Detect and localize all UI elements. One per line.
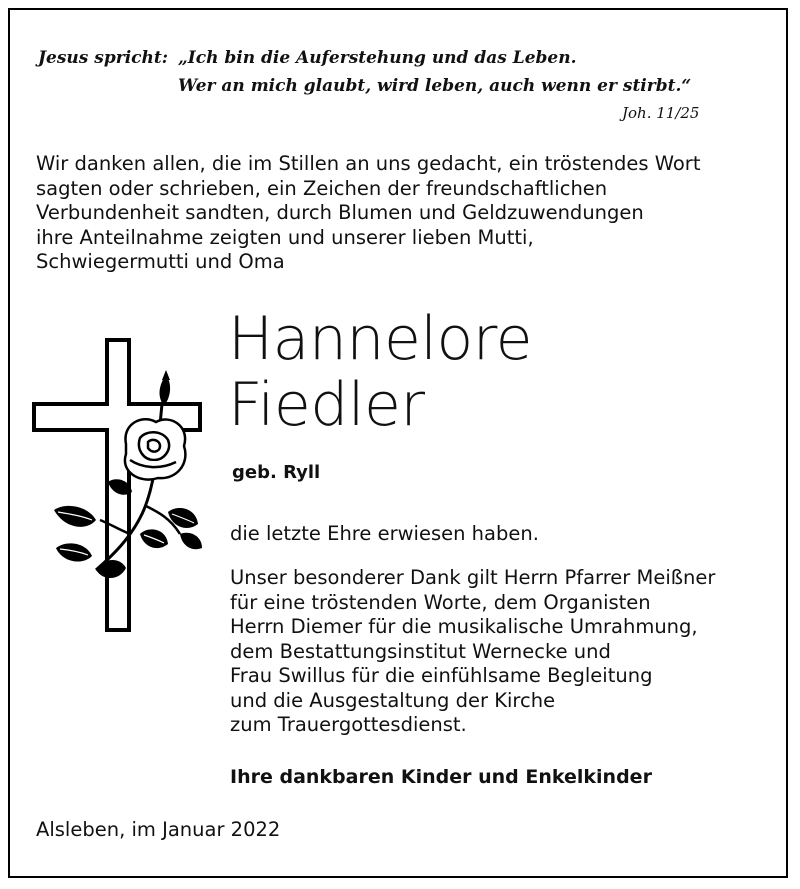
- thanks-line: Verbundenheit sandten, durch Blumen und Geldzuwendungen: [36, 201, 644, 224]
- cross-with-rose-icon: [30, 334, 210, 634]
- first-name: Hannelore: [228, 304, 532, 374]
- thanks-line: Schwiegermutti und Oma: [36, 250, 285, 273]
- credits-line: zum Trauergottesdienst.: [230, 713, 467, 736]
- deceased-name: [228, 306, 532, 438]
- honor-text: die letzte Ehre erwiesen haben.: [230, 522, 539, 545]
- credits-paragraph: [230, 566, 715, 738]
- thanks-line: ihre Anteilnahme zeigten und unserer lieben Mutti,: [36, 225, 534, 249]
- credits-line: Unser besonderer Dank gilt Herrn Pfarrer Meißner: [230, 566, 716, 589]
- place-date: Alsleben, im Januar 2022: [36, 818, 281, 841]
- quote-reference: Joh. 11/25: [622, 104, 700, 122]
- quote-line-2: Wer an mich glaubt, wird leben, auch wenn er stirbt.“: [178, 76, 692, 96]
- credits-line: Frau Swillus für die einfühlsame Begleitung: [230, 664, 653, 687]
- thanks-line: sagten oder schrieben, ein Zeichen der freundschaftlichen: [36, 176, 608, 200]
- credits-line: Herrn Diemer für die musikalische Umrahmung,: [230, 615, 698, 638]
- signature: Ihre dankbaren Kinder und Enkelkinder: [230, 766, 652, 788]
- credits-line: für eine tröstenden Worte, dem Organisten: [230, 590, 651, 614]
- thanks-paragraph: [36, 152, 776, 275]
- credits-line: und die Ausgestaltung der Kirche: [230, 688, 556, 712]
- birth-name: geb. Ryll: [232, 462, 321, 483]
- last-name: Fiedler: [228, 370, 425, 440]
- quote-line-1: „Ich bin die Auferstehung und das Leben.: [178, 48, 577, 68]
- credits-line: dem Bestattungsinstitut Wernecke und: [230, 639, 611, 663]
- quote-speaker: Jesus spricht:: [38, 48, 168, 68]
- thanks-line: Wir danken allen, die im Stillen an uns gedacht, ein tröstendes Wort: [36, 152, 701, 175]
